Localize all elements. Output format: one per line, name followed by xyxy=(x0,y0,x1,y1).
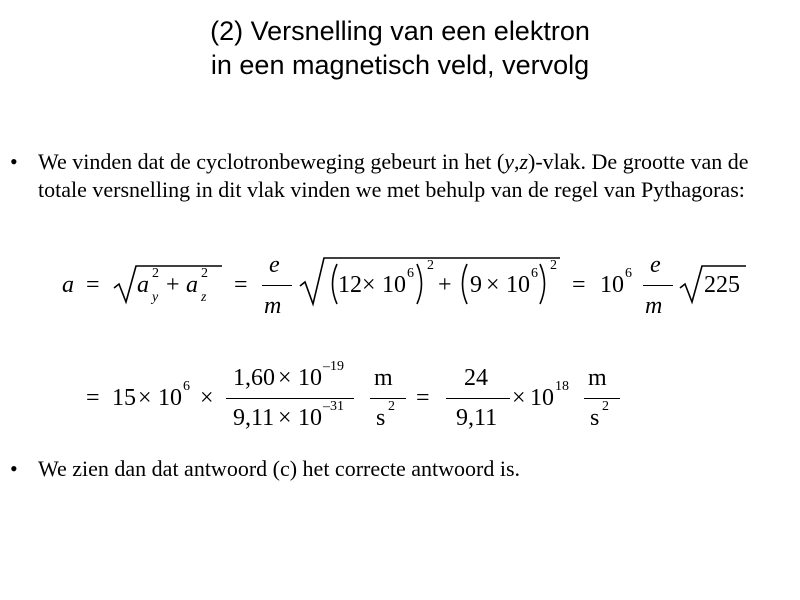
bullet-1-text-start: We vinden dat de cyclotronbeweging gebeurt in het ( xyxy=(38,149,505,174)
eq1-ay-sub: y xyxy=(152,290,159,305)
eq2-times-3: × xyxy=(512,385,526,411)
eq2-fifteen: 15 xyxy=(112,385,136,411)
eq1-square-2: 2 xyxy=(550,258,557,273)
eq1-twelve: 12 xyxy=(338,272,362,298)
eq1-az: a xyxy=(186,272,198,298)
eq2-ten-2: 10 xyxy=(530,385,554,411)
eq1-times-1: × xyxy=(362,272,376,298)
eq1-m: m xyxy=(264,293,282,319)
eq1-ay: a xyxy=(137,272,149,298)
eq1-times-2: × xyxy=(486,272,500,298)
eq2-exp-1: 6 xyxy=(183,379,190,394)
eq1-square-1: 2 xyxy=(427,258,434,273)
eq1-nine: 9 xyxy=(470,272,482,298)
eq1-az-sup: 2 xyxy=(201,266,208,281)
eq2-den-exp: –31 xyxy=(323,399,344,414)
var-y: y xyxy=(504,149,514,174)
eq2-unit-num: m xyxy=(374,365,393,391)
eq1-e-2: e xyxy=(650,252,661,278)
bullet-dot: • xyxy=(10,149,18,174)
eq2-frac-den: 9,11 xyxy=(456,405,498,431)
bullet-2-text: We zien dan dat antwoord (c) het correcte antwoord is. xyxy=(38,456,521,481)
eq1-plus-2: + xyxy=(438,272,452,298)
eq1-equals-3: = xyxy=(572,272,586,298)
eq1-equals-2: = xyxy=(234,272,248,298)
eq2-unit-num-2: m xyxy=(588,365,607,391)
eq2-equals-2: = xyxy=(416,385,430,411)
eq1-ay-sup: 2 xyxy=(152,266,159,281)
eq1-e: e xyxy=(269,252,280,278)
bullet-1-text-end: )-vlak. De grootte van de totale versnelling in dit vlak vinden we met behulp van de regel van Pythagoras: xyxy=(38,149,749,202)
eq2-unit-den-exp-2: 2 xyxy=(602,399,609,414)
eq2-frac-num: 24 xyxy=(464,365,488,391)
eq2-num-times: × xyxy=(278,365,292,391)
eq1-result-exp: 6 xyxy=(625,266,632,281)
eq1-m-2: m xyxy=(645,293,663,319)
eq1-ten-1: 10 xyxy=(382,272,406,298)
title-line-1: (2) Versnelling van een elektron xyxy=(210,16,590,46)
eq1-az-sub: z xyxy=(201,290,207,305)
eq2-unit-den-exp: 2 xyxy=(388,399,395,414)
eq2-num-exp: –19 xyxy=(323,359,344,374)
var-z: z xyxy=(519,149,529,174)
eq1-a: a xyxy=(62,272,74,298)
fraction-bar xyxy=(446,398,510,399)
eq2-den-ten: 10 xyxy=(298,405,322,431)
eq2-num-ten: 10 xyxy=(298,365,322,391)
title-line-2: in een magnetisch veld, vervolg xyxy=(210,50,590,80)
eq2-times-2: × xyxy=(200,385,214,411)
eq2-exp-18: 18 xyxy=(555,379,569,394)
eq2-unit-den-2: s xyxy=(590,405,600,431)
eq1-equals: = xyxy=(86,272,100,298)
eq1-ten-2: 10 xyxy=(506,272,530,298)
eq1-plus: + xyxy=(166,272,180,298)
bullet-dot: • xyxy=(10,456,18,481)
comma: , xyxy=(513,149,520,174)
eq1-exp-1: 6 xyxy=(407,266,414,281)
eq2-equals: = xyxy=(86,385,100,411)
eq1-radicand: 225 xyxy=(704,272,740,298)
eq2-times-1: × xyxy=(138,385,152,411)
eq2-den-times: × xyxy=(278,405,292,431)
eq2-num: 1,60 xyxy=(233,365,275,391)
eq2-den: 9,11 xyxy=(233,405,275,431)
eq1-result-ten: 10 xyxy=(600,272,624,298)
eq2-ten-1: 10 xyxy=(158,385,182,411)
eq2-unit-den: s xyxy=(376,405,386,431)
eq1-exp-2: 6 xyxy=(531,266,538,281)
